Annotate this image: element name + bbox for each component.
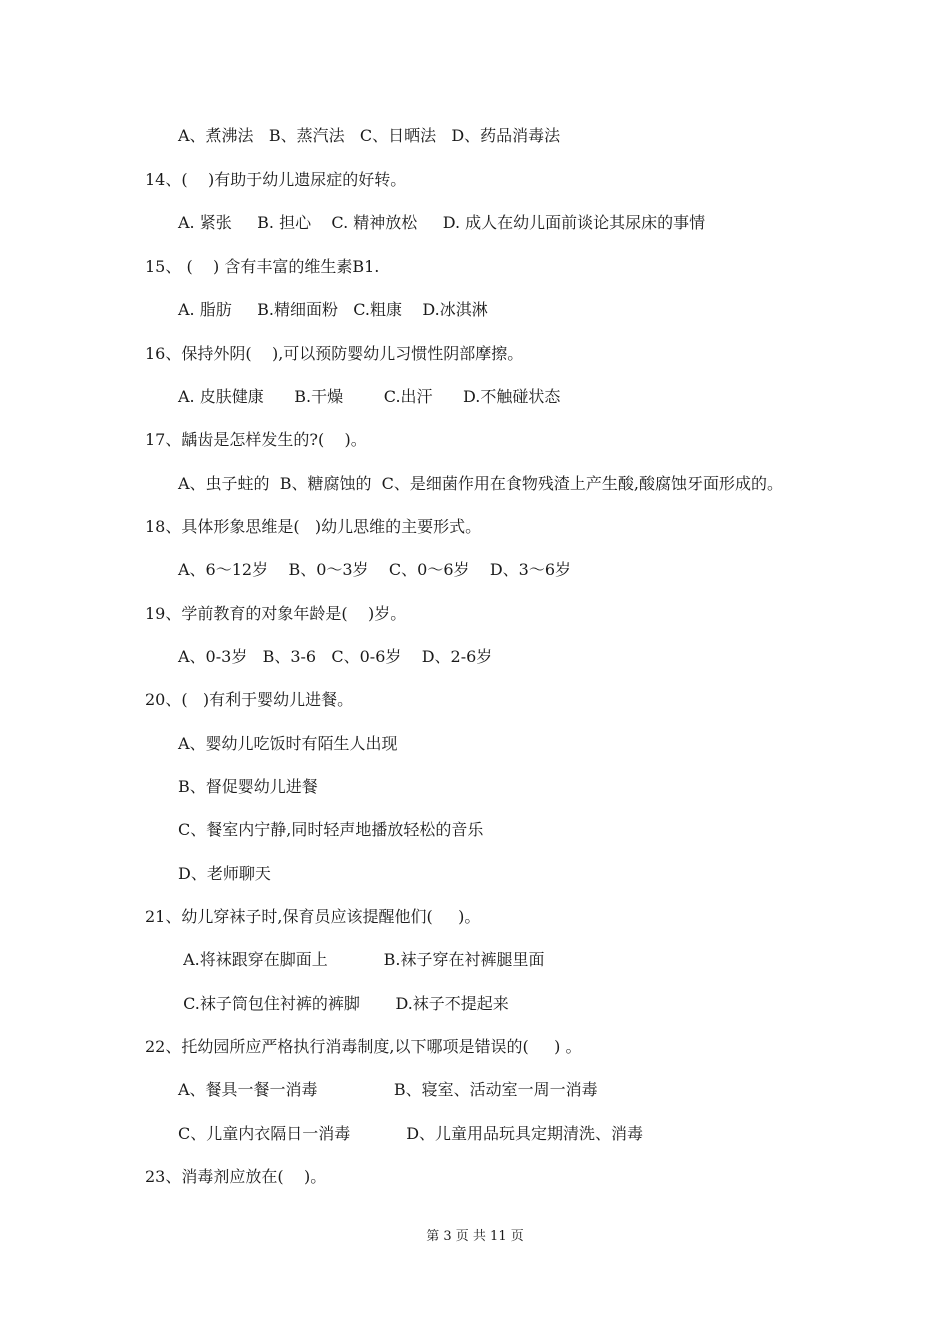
- q20-option-c: C、餐室内宁静,同时轻声地播放轻松的音乐: [178, 820, 484, 839]
- q16-text: 16、保持外阴( ),可以预防婴幼儿习惯性阴部摩擦。: [145, 344, 524, 363]
- page-footer: 第 3 页 共 11 页: [426, 1229, 524, 1244]
- q23-text: 23、消毒剂应放在( )。: [145, 1167, 327, 1186]
- q21-text: 21、幼儿穿袜子时,保育员应该提醒他们( )。: [145, 907, 481, 926]
- q14-text: 14、( )有助于幼儿遗尿症的好转。: [145, 170, 407, 189]
- q18-options: A、6～12岁 B、0～3岁 C、0～6岁 D、3～6岁: [178, 560, 572, 579]
- q15-text: 15、 ( ) 含有丰富的维生素B1.: [145, 257, 380, 276]
- q20-option-b: B、督促婴幼儿进餐: [178, 777, 318, 796]
- q18-text: 18、具体形象思维是( )幼儿思维的主要形式。: [145, 517, 482, 536]
- q21-options-ab: A.将袜跟穿在脚面上 B.袜子穿在衬裤腿里面: [178, 950, 545, 969]
- q17-options: A、虫子蛀的 B、糖腐蚀的 C、是细菌作用在食物残渣上产生酸,酸腐蚀牙面形成的。: [178, 474, 783, 493]
- q13-options: A、煮沸法 B、蒸汽法 C、日晒法 D、药品消毒法: [178, 126, 561, 145]
- q20-option-a: A、婴幼儿吃饭时有陌生人出现: [178, 734, 398, 753]
- q22-options-cd: C、儿童内衣隔日一消毒 D、儿童用品玩具定期清洗、消毒: [178, 1124, 644, 1143]
- q17-text: 17、龋齿是怎样发生的?( )。: [145, 430, 367, 449]
- q14-options: A. 紧张 B. 担心 C. 精神放松 D. 成人在幼儿面前谈论其尿床的事情: [178, 213, 706, 232]
- q15-options: A. 脂肪 B.精细面粉 C.粗康 D.冰淇淋: [178, 300, 488, 319]
- q19-options: A、0-3岁 B、3-6 C、0-6岁 D、2-6岁: [178, 647, 493, 666]
- q16-options: A. 皮肤健康 B.干燥 C.出汗 D.不触碰状态: [178, 387, 561, 406]
- q19-text: 19、学前教育的对象年龄是( )岁。: [145, 604, 407, 623]
- q20-option-d: D、老师聊天: [178, 864, 271, 883]
- q20-text: 20、( )有利于婴幼儿进餐。: [145, 690, 354, 709]
- q21-options-cd: C.袜子筒包住衬裤的裤脚 D.袜子不提起来: [178, 994, 509, 1013]
- q22-text: 22、托幼园所应严格执行消毒制度,以下哪项是错误的( ) 。: [145, 1037, 582, 1056]
- q22-options-ab: A、餐具一餐一消毒 B、寝室、活动室一周一消毒: [178, 1080, 598, 1099]
